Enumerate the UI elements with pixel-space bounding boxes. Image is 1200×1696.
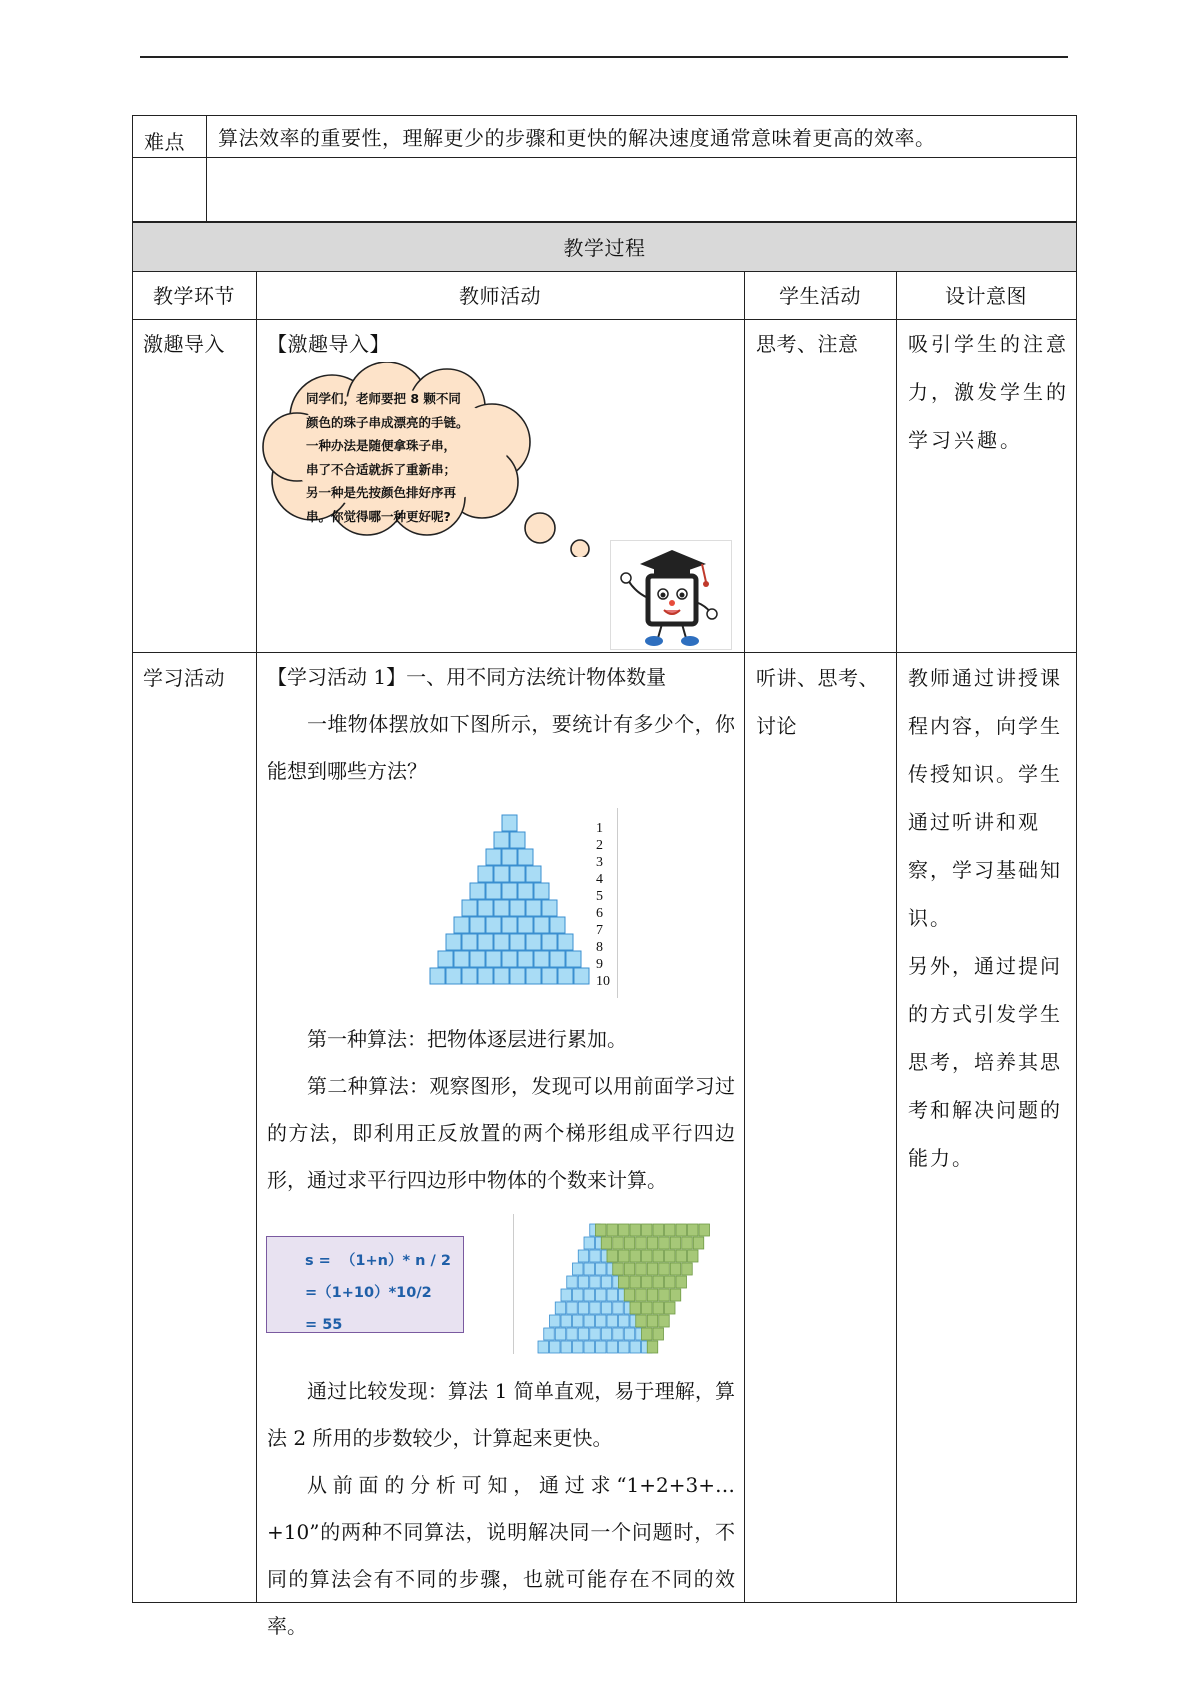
- activity-heading: 【学习活动 1】一、用不同方法统计物体数量: [267, 665, 667, 689]
- blue-block: [578, 1276, 589, 1288]
- blue-block: [613, 1302, 624, 1314]
- pyramid-block: [502, 951, 517, 967]
- formula-line: s = （1+n）* n / 2: [305, 1253, 451, 1269]
- pyramid-block: [502, 815, 517, 831]
- pyramid-block: [438, 951, 453, 967]
- green-block: [653, 1302, 664, 1314]
- blue-block: [567, 1276, 578, 1288]
- blue-block: [561, 1315, 572, 1327]
- green-block: [647, 1341, 658, 1353]
- pyramid-block: [542, 900, 557, 916]
- pyramid-block: [542, 934, 557, 950]
- difficulty-text: 算法效率的重要性，理解更少的步骤和更快的解决速度通常意味着更高的效率。: [218, 126, 936, 150]
- pyramid-block: [486, 883, 501, 899]
- green-block: [676, 1224, 687, 1236]
- blue-block: [584, 1237, 595, 1249]
- intent-line: 能力。: [908, 1146, 974, 1170]
- green-block: [630, 1224, 641, 1236]
- blue-block: [590, 1302, 601, 1314]
- pyramid-block: [486, 849, 501, 865]
- intent-line: 教师通过讲授课: [908, 666, 1062, 690]
- layer-number: 3: [596, 855, 603, 870]
- layer-number: 9: [596, 957, 603, 972]
- pyramid-block: [502, 883, 517, 899]
- green-block: [630, 1302, 641, 1314]
- intent-line: 的方式引发学生: [908, 1002, 1062, 1026]
- row2-stage: 学习活动: [143, 666, 225, 690]
- green-block: [630, 1276, 641, 1288]
- green-block: [642, 1276, 653, 1288]
- pyramid-block: [446, 934, 461, 950]
- pyramid-block: [454, 917, 469, 933]
- blue-block: [538, 1341, 549, 1353]
- cloud-line: 同学们，老师要把 8 颗不同: [306, 391, 461, 406]
- pyramid-block: [478, 866, 493, 882]
- pyramid-block: [502, 849, 517, 865]
- green-block: [596, 1224, 607, 1236]
- green-block: [624, 1263, 635, 1275]
- green-block: [607, 1250, 618, 1262]
- row1-student: 思考、注意: [756, 332, 859, 356]
- page-header-rule: [140, 56, 1068, 58]
- green-block: [647, 1263, 658, 1275]
- header-teacher: 教师活动: [459, 284, 541, 308]
- blue-block: [613, 1328, 624, 1340]
- intent-line: 识。: [908, 906, 952, 930]
- blue-block: [573, 1341, 584, 1353]
- layer-number: 8: [596, 940, 603, 955]
- green-block: [659, 1263, 670, 1275]
- blue-block: [601, 1328, 612, 1340]
- student-line: 听讲、思考、: [756, 666, 879, 690]
- green-block: [619, 1250, 630, 1262]
- pyramid-block: [534, 917, 549, 933]
- mascot-illustration: [610, 540, 732, 650]
- green-block: [647, 1315, 658, 1327]
- green-block: [624, 1289, 635, 1301]
- cloud-line: 颜色的珠子串成漂亮的手链。: [306, 414, 469, 430]
- green-block: [665, 1224, 676, 1236]
- row1-teacher-heading: 【激趣导入】: [267, 332, 390, 356]
- parallelogram-blocks: [532, 1222, 732, 1358]
- process-title: 教学过程: [563, 236, 646, 260]
- pyramid-block: [462, 968, 477, 984]
- pyramid-block: [558, 934, 573, 950]
- blue-block: [596, 1315, 607, 1327]
- blue-block: [596, 1289, 607, 1301]
- green-block: [659, 1289, 670, 1301]
- blue-block: [550, 1315, 561, 1327]
- header-student: 学生活动: [779, 284, 861, 308]
- pyramid-block: [430, 968, 445, 984]
- green-block: [619, 1224, 630, 1236]
- green-block: [699, 1224, 710, 1236]
- pyramid-block: [446, 968, 461, 984]
- blue-block: [578, 1302, 589, 1314]
- pyramid-block: [470, 917, 485, 933]
- row2-methods: [267, 1016, 735, 1204]
- blue-block: [607, 1289, 618, 1301]
- pyramid-block: [494, 832, 509, 848]
- layer-number: 6: [596, 906, 603, 921]
- green-block: [653, 1224, 664, 1236]
- green-block: [613, 1237, 624, 1249]
- pyramid-block: [470, 883, 485, 899]
- green-block: [636, 1289, 647, 1301]
- blue-block: [573, 1289, 584, 1301]
- pyramid-block: [494, 968, 509, 984]
- row2-teacher-activity: [267, 654, 735, 795]
- activity-question: 一堆物体摆放如下图所示，要统计有多少个，你能想到哪些方法？: [267, 712, 735, 783]
- green-block: [659, 1237, 670, 1249]
- pyramid-block: [494, 866, 509, 882]
- row2-intent: [908, 654, 1070, 1182]
- layer-number: 4: [596, 872, 603, 887]
- pyramid-block: [550, 951, 565, 967]
- blue-block: [555, 1328, 566, 1340]
- blue-block: [607, 1315, 618, 1327]
- blue-block: [624, 1328, 635, 1340]
- figure-divider: [513, 1214, 514, 1354]
- pyramid-block: [526, 866, 541, 882]
- green-block: [642, 1302, 653, 1314]
- cloud-text: [306, 387, 486, 528]
- blue-block: [584, 1289, 595, 1301]
- pyramid-block: [494, 934, 509, 950]
- intent-line: 传授知识。学生: [908, 762, 1062, 786]
- compare-text: 通过比较发现：算法 1 简单直观，易于理解，算法 2 所用的步数较少，计算起来更快。: [267, 1379, 735, 1450]
- row1-intent: [908, 320, 1070, 464]
- green-block: [630, 1250, 641, 1262]
- pyramid-block: [462, 900, 477, 916]
- blue-block: [550, 1341, 561, 1353]
- blue-block: [584, 1341, 595, 1353]
- green-block: [642, 1328, 653, 1340]
- green-block: [682, 1237, 693, 1249]
- pyramid-block: [510, 934, 525, 950]
- blue-block: [578, 1328, 589, 1340]
- intent-line: 另外，通过提问: [908, 954, 1062, 978]
- blue-block: [573, 1315, 584, 1327]
- parallelogram-figure: [532, 1222, 732, 1358]
- pyramid-block: [542, 968, 557, 984]
- formula-line: =（1+10）*10/2: [305, 1285, 432, 1301]
- green-block: [647, 1237, 658, 1249]
- green-block: [659, 1315, 670, 1327]
- pyramid-block: [566, 951, 581, 967]
- layer-number: 5: [596, 889, 603, 904]
- blue-block: [561, 1289, 572, 1301]
- pyramid-block: [518, 849, 533, 865]
- header-stage: 教学环节: [153, 284, 235, 308]
- layer-number: 2: [596, 838, 603, 853]
- green-block: [682, 1263, 693, 1275]
- green-block: [653, 1250, 664, 1262]
- pyramid-block: [550, 917, 565, 933]
- row2-conclusions: [267, 1368, 735, 1650]
- formula-box: [266, 1236, 464, 1333]
- pyramid-block: [518, 951, 533, 967]
- layer-number: 10: [596, 974, 610, 989]
- pyramid-block: [510, 900, 525, 916]
- blue-block: [555, 1302, 566, 1314]
- green-block: [676, 1276, 687, 1288]
- blue-block: [584, 1263, 595, 1275]
- pyramid-blocks: [400, 805, 620, 997]
- row1-stage: 激趣导入: [143, 332, 225, 356]
- method2-text: 第二种算法：观察图形，发现可以用前面学习过的方法，即利用正反放置的两个梯形组成平行四边形，通过求平行四边形中物体的个数来计算。: [267, 1074, 735, 1192]
- formula-line: = 55: [305, 1317, 343, 1333]
- pyramid-block: [486, 917, 501, 933]
- layer-number: 7: [596, 923, 603, 938]
- blue-block: [584, 1315, 595, 1327]
- pyramid-block: [574, 968, 589, 984]
- pyramid-block: [558, 968, 573, 984]
- pyramid-figure: [400, 805, 620, 997]
- green-block: [688, 1224, 699, 1236]
- speech-cloud: [262, 362, 592, 557]
- blue-block: [561, 1341, 572, 1353]
- pyramid-block: [454, 951, 469, 967]
- pyramid-block: [526, 934, 541, 950]
- blue-block: [567, 1328, 578, 1340]
- green-block: [688, 1250, 699, 1262]
- green-block: [665, 1276, 676, 1288]
- intent-line: 察，学习基础知: [908, 858, 1062, 882]
- green-block: [636, 1263, 647, 1275]
- blue-block: [601, 1276, 612, 1288]
- cloud-line: 串了不合适就拆了重新串；: [306, 461, 457, 477]
- green-block: [642, 1250, 653, 1262]
- pyramid-block: [470, 951, 485, 967]
- pyramid-block: [462, 934, 477, 950]
- pyramid-block: [534, 951, 549, 967]
- pyramid-block: [510, 968, 525, 984]
- green-block: [693, 1237, 704, 1249]
- blue-block: [567, 1302, 578, 1314]
- pyramid-block: [486, 951, 501, 967]
- intent-line: 思考，培养其思: [908, 1050, 1062, 1074]
- blue-block: [544, 1328, 555, 1340]
- intent-line: 考和解决问题的: [908, 1098, 1062, 1122]
- figure-divider: [617, 808, 619, 998]
- green-block: [642, 1224, 653, 1236]
- blue-block: [573, 1263, 584, 1275]
- green-block: [653, 1328, 664, 1340]
- green-block: [653, 1276, 664, 1288]
- header-intent: 设计意图: [945, 284, 1027, 308]
- blue-block: [590, 1250, 601, 1262]
- green-block: [607, 1224, 618, 1236]
- blue-block: [607, 1341, 618, 1353]
- pyramid-block: [478, 968, 493, 984]
- pyramid-block: [510, 866, 525, 882]
- pyramid-block: [526, 968, 541, 984]
- pyramid-block: [518, 883, 533, 899]
- mascot-icon: [610, 540, 732, 650]
- green-block: [624, 1237, 635, 1249]
- intent-line: 吸引学生的注意: [908, 332, 1069, 356]
- method1-text: 第一种算法：把物体逐层进行累加。: [307, 1027, 627, 1051]
- blue-block: [596, 1263, 607, 1275]
- blue-block: [619, 1341, 630, 1353]
- blue-block: [630, 1341, 641, 1353]
- conclusion-text: 从前面的分析可知，通过求“1+2+3+…+10”的两种不同算法，说明解决同一个问题时，不同的算法会有不同的步骤，也就可能存在不同的效率。: [267, 1473, 735, 1638]
- green-block: [619, 1276, 630, 1288]
- pyramid-block: [478, 900, 493, 916]
- row2-student: [756, 654, 879, 750]
- pyramid-block: [526, 900, 541, 916]
- blue-block: [601, 1302, 612, 1314]
- green-block: [670, 1263, 681, 1275]
- green-block: [636, 1237, 647, 1249]
- green-block: [665, 1250, 676, 1262]
- cloud-line: 串。你觉得哪一种更好呢?: [306, 508, 451, 524]
- pyramid-block: [510, 832, 525, 848]
- blue-block: [590, 1328, 601, 1340]
- blue-block: [596, 1341, 607, 1353]
- pyramid-block: [502, 917, 517, 933]
- green-block: [676, 1250, 687, 1262]
- blue-block: [578, 1250, 589, 1262]
- green-block: [670, 1289, 681, 1301]
- pyramid-block: [478, 934, 493, 950]
- intent-line: 程内容，向学生: [908, 714, 1062, 738]
- difficulty-label: 难点: [144, 130, 185, 154]
- green-block: [665, 1302, 676, 1314]
- cloud-line: 另一种是先按颜色排好序再: [306, 485, 457, 500]
- green-block: [670, 1237, 681, 1249]
- cloud-line: 一种办法是随便拿珠子串，: [306, 438, 457, 453]
- pyramid-block: [518, 917, 533, 933]
- layer-number: 1: [596, 821, 603, 836]
- blue-block: [590, 1276, 601, 1288]
- intent-line: 学习兴趣。: [908, 428, 1023, 452]
- pyramid-block: [494, 900, 509, 916]
- layer-numbers: [596, 820, 610, 990]
- green-block: [647, 1289, 658, 1301]
- student-line: 讨论: [756, 714, 797, 738]
- green-block: [636, 1315, 647, 1327]
- green-block: [601, 1237, 612, 1249]
- green-block: [613, 1263, 624, 1275]
- intent-line: 通过听讲和观: [908, 810, 1040, 834]
- pyramid-block: [534, 883, 549, 899]
- intent-line: 力，激发学生的: [908, 380, 1069, 404]
- blue-block: [619, 1315, 630, 1327]
